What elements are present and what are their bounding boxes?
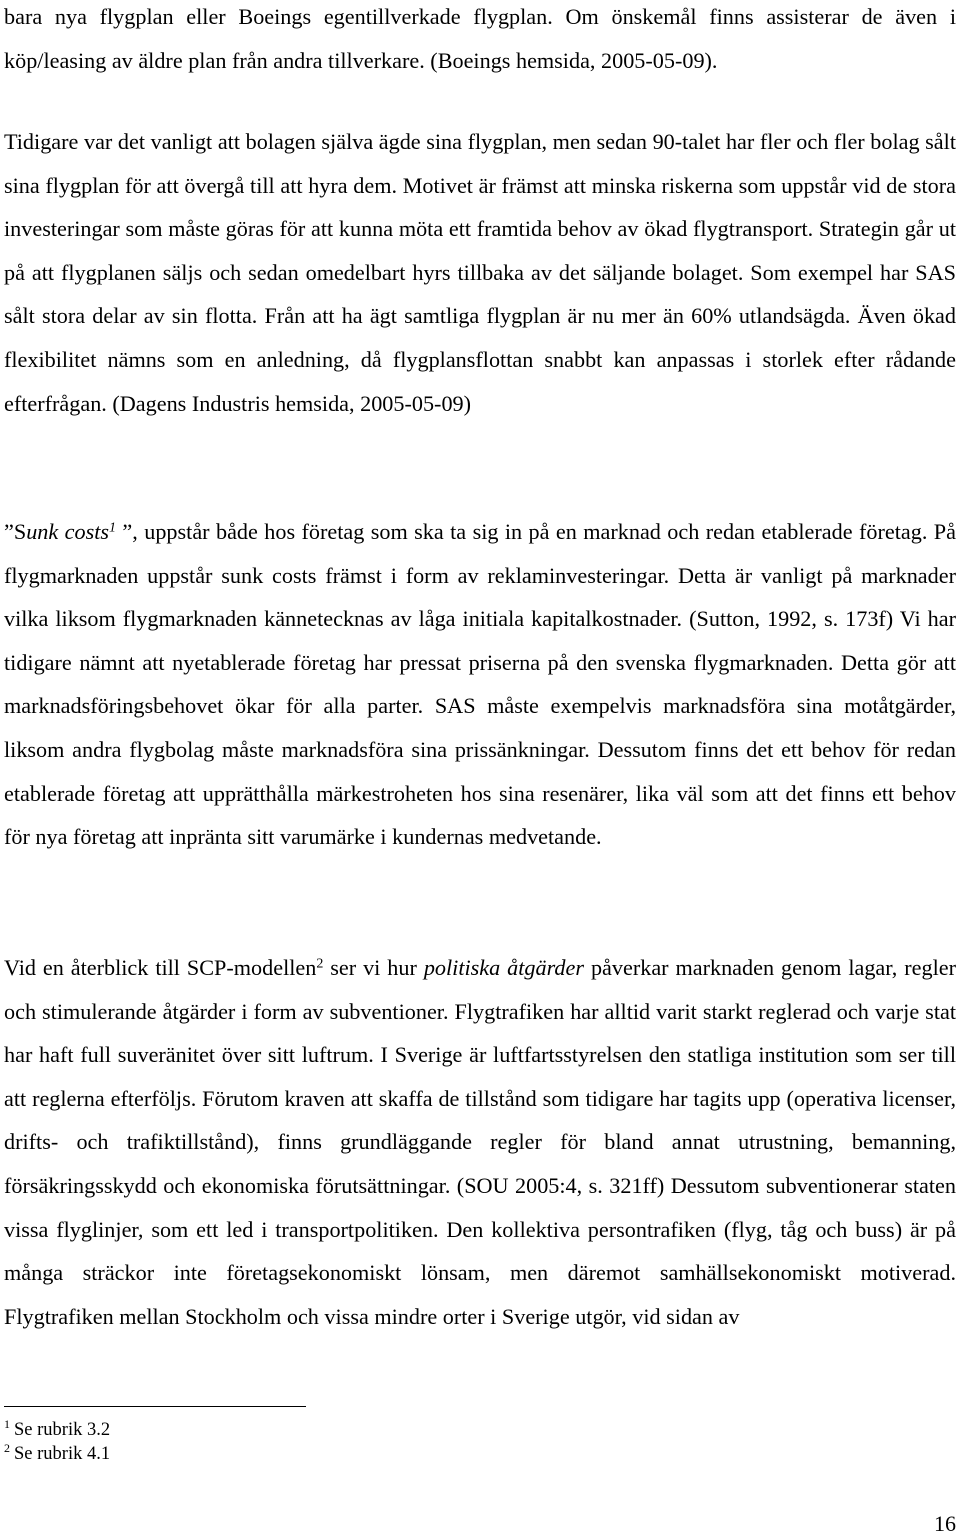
footnote-1	[4, 1418, 110, 1442]
page-number: 16	[934, 1511, 956, 1536]
footnote-1-number: 1	[4, 1416, 10, 1431]
paragraph-boeing-services: bara nya flygplan eller Boeings egentillverkade flygplan. Om önskemål finns assisterar de även i köp/leasing av äldre plan från andra tillverkare. (Boeings hemsida, 2005-05-09).	[4, 4, 956, 73]
footnote-ref-2: 2	[316, 956, 324, 972]
footnote-2-text: Se rubrik 4.1	[14, 1444, 111, 1464]
sunk-costs-body: , uppstår både hos företag som ska ta sig in på en marknad och redan etablerade företag. På flygmarknaden uppstår sunk costs främst i form av reklaminvesteringar. Detta är vanligt på marknader vilka liksom flygmarknaden kännetecknas av låga initiala kapitalkostnader. (Sutton, 1992, s. 173f) Vi har tidigare nämnt att nyetablerade företag har pressat priserna på den svenska flygmarknaden. Detta gör att marknadsföringsbehovet ökar för alla parter. SAS måste exempelvis marknadsföra sina motåtgärder, liksom andra flygbolag måste marknadsföra sina prissänkningar. Dessutom finns det ett behov för redan etablerade företag att upprätthålla märkestroheten hos sina resenärer, lika väl som att det finns ett behov för nya företag att inpränta sitt varumärke i kundernas medvetande.	[4, 519, 956, 850]
footnote-2	[4, 1442, 110, 1466]
scp-text-before: Vid en återblick till SCP-modellen	[4, 955, 317, 980]
scp-text-after: påverkar marknaden genom lagar, regler och stimulerande åtgärder i form av subventioner. Flygtrafiken har alltid varit starkt reglerad och varje stat har haft full suveränitet över sitt luftrum. I Sverige är luftfartsstyrelsen den statliga institution som ser till att reglerna efterföljs. Förutom kraven att skaffa de tillstånd som tidigare har tagits upp (operativa licenser, drifts- och trafiktillstånd), finns grundläggande regler för bland annat utrustning, bemanning, försäkringsskydd och ekonomiska förutsättningar. (SOU 2005:4, s. 321ff) Dessutom subventionerar staten vissa flyglinjer, som ett led i transportpolitiken. Den kollektiva persontrafiken (flyg, tåg och buss) är på många sträckor inte företagsekonomiskt lönsam, men däremot samhällsekonomiskt motiverad. Flygtrafiken mellan Stockholm och vissa mindre orter i Sverige utgör, vid sidan av	[4, 955, 956, 1329]
footnote-1-text: Se rubrik 3.2	[14, 1420, 111, 1440]
sunk-costs-open-quote: ”S	[4, 519, 27, 544]
sunk-costs-term: unk costs	[26, 519, 110, 544]
sunk-costs-close-quote: ”	[116, 519, 133, 544]
paragraph-leasing-trend: Tidigare var det vanligt att bolagen själva ägde sina flygplan, men sedan 90-talet har fler och fler bolag sålt sina flygplan för att övergå till att hyra dem. Motivet är främst att minska riskerna som uppstår vid de stora investeringar som måste göras för att kunna möta ett framtida behov av ökad flygtransport. Strategin går ut på att flygplanen säljs och sedan omedelbart hyrs tillbaka av det säljande bolaget. Som exempel har SAS sålt stora delar av sin flotta. Från att ha ägt samtliga flygplan är nu mer än 60% utlandsägda. Även ökad flexibilitet nämns som en anledning, då flygplansflottan snabbt kan anpassas i storlek efter rådande efterfrågan. (Dagens Industris hemsida, 2005-05-09)	[4, 129, 956, 416]
footnote-separator	[4, 1406, 306, 1407]
scp-text-middle: ser vi hur	[323, 955, 424, 980]
paragraph-sunk-costs	[4, 510, 956, 859]
politiska-atgarder-emphasis: politiska åtgärder	[423, 955, 585, 980]
paragraph-political-measures	[4, 946, 956, 1338]
footnote-2-number: 2	[4, 1440, 10, 1455]
footnote-ref-1: 1	[109, 520, 117, 536]
